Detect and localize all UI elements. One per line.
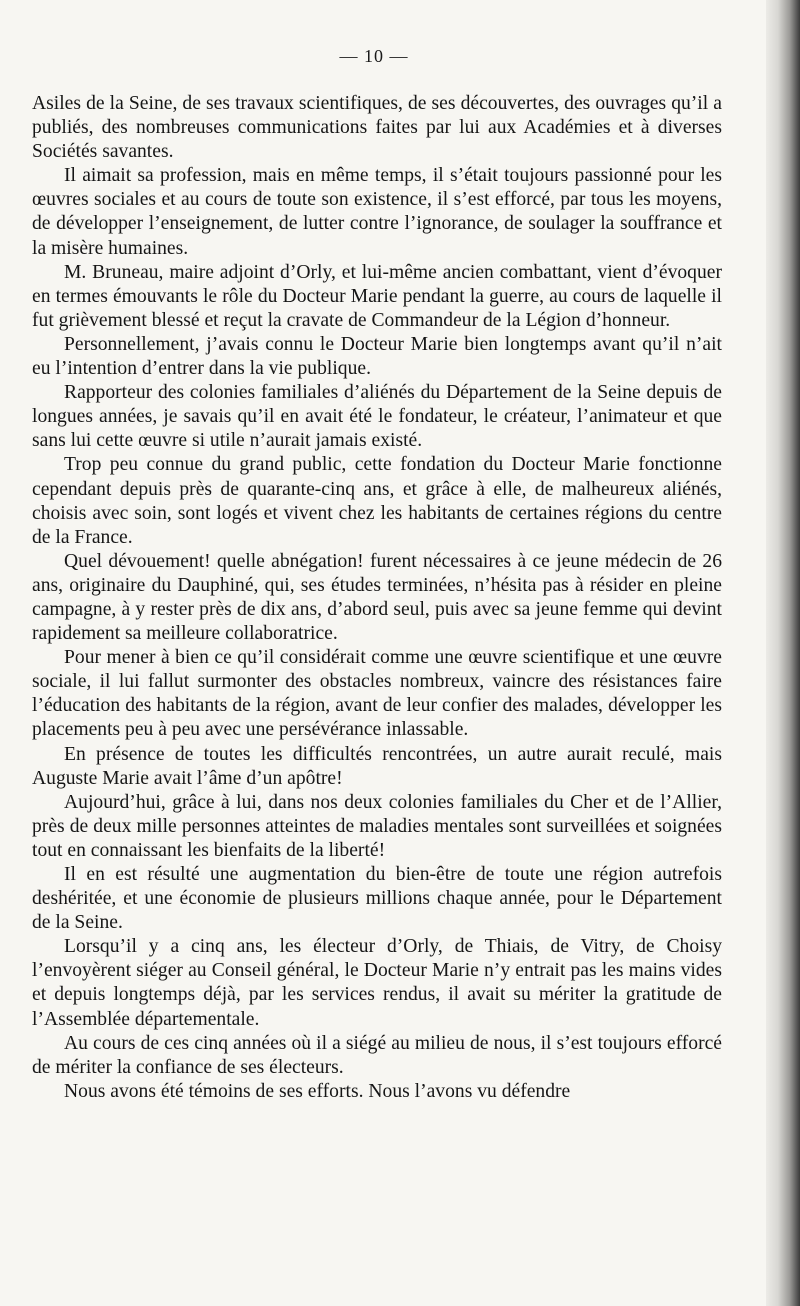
paragraph: M. Bruneau, maire adjoint d’Orly, et lui-même ancien combattant, vient d’évoquer en termes émouvants le rôle du Docteur Marie pendant la guerre, au cours de laquelle il fut grièvement blessé et reçut la cravate de Commandeur de la Légion d’honneur. bbox=[32, 261, 722, 331]
page-edge-shadow bbox=[766, 0, 800, 1306]
paragraph: Pour mener à bien ce qu’il considérait comme une œuvre scientifique et une œuvre sociale, il lui fallut surmonter des obstacles nombreux, vaincre des résistances faire l’éducation des habitants de la région, avant de leur confier des malades, développer les placements peu à peu avec une persévérance inlassable. bbox=[32, 647, 722, 741]
paragraph: En présence de toutes les difficultés rencontrées, un autre aurait reculé, mais Auguste Marie avait l’âme d’un apôtre! bbox=[32, 743, 722, 789]
paragraph: Rapporteur des colonies familiales d’aliénés du Département de la Seine depuis de longues années, je savais qu’il en avait été le fondateur, le créateur, l’animateur et que sans lui cette œuvre si utile n’aurait jamais existé. bbox=[32, 382, 722, 452]
paragraph: Quel dévouement! quelle abnégation! furent nécessaires à ce jeune médecin de 26 ans, originaire du Dauphiné, qui, ses études terminées, n’hésita pas à résider en pleine campagne, à y rester près de dix ans, d’abord seul, puis avec sa jeune femme qui devint rapidement sa meilleure collaboratrice. bbox=[32, 550, 722, 645]
page-number: — 10 — bbox=[339, 46, 409, 66]
paragraph: Il aimait sa profession, mais en même temps, il s’était toujours passionné pour les œuvres sociales et au cours de toute son existence, il s’est efforcé, par tous les moyens, de développer l’enseignement, de lutter contre l’ignorance, de soulager la souffrance et la misère humaines. bbox=[32, 165, 722, 259]
paragraph: Au cours de ces cinq années où il a siégé au milieu de nous, il s’est toujours efforcé de mériter la confiance de ses électeurs. bbox=[32, 1032, 722, 1078]
paragraph: Personnellement, j’avais connu le Docteur Marie bien longtemps avant qu’il n’ait eu l’intention d’entrer dans la vie publique. bbox=[32, 333, 722, 380]
paragraph: Nous avons été témoins de ses efforts. Nous l’avons vu défendre bbox=[64, 1080, 571, 1102]
body-text bbox=[32, 92, 722, 1104]
paragraph: Trop peu connue du grand public, cette fondation du Docteur Marie fonctionne cependant depuis près de quarante-cinq ans, et grâce à elle, de malheureux aliénés, choisis avec soin, sont logés et vivent chez les habitants de certaines régions du centre de la France. bbox=[32, 454, 722, 548]
paragraph: Il en est résulté une augmentation du bien-être de toute une région autrefois deshéritée, et une économie de plusieurs millions chaque année, pour le Département de la Seine. bbox=[32, 864, 722, 934]
paragraph: Asiles de la Seine, de ses travaux scientifiques, de ses découvertes, des ouvrages qu’il a publiés, des nombreuses communications faites par lui aux Académies et à diverses Sociétés savantes. bbox=[32, 93, 722, 163]
paragraph: Lorsqu’il y a cinq ans, les électeur d’Orly, de Thiais, de Vitry, de Choisy l’envoyèrent siéger au Conseil général, le Docteur Marie n’y entrait pas les mains vides et depuis longtemps déjà, par les services rendus, il avait su mériter la gratitude de l’Assemblée départementale. bbox=[32, 936, 722, 1030]
paragraph: Aujourd’hui, grâce à lui, dans nos deux colonies familiales du Cher et de l’Allier, près de deux mille personnes atteintes de maladies mentales sont surveillées et soignées tout en connaissant les bienfaits de la liberté! bbox=[32, 791, 722, 861]
